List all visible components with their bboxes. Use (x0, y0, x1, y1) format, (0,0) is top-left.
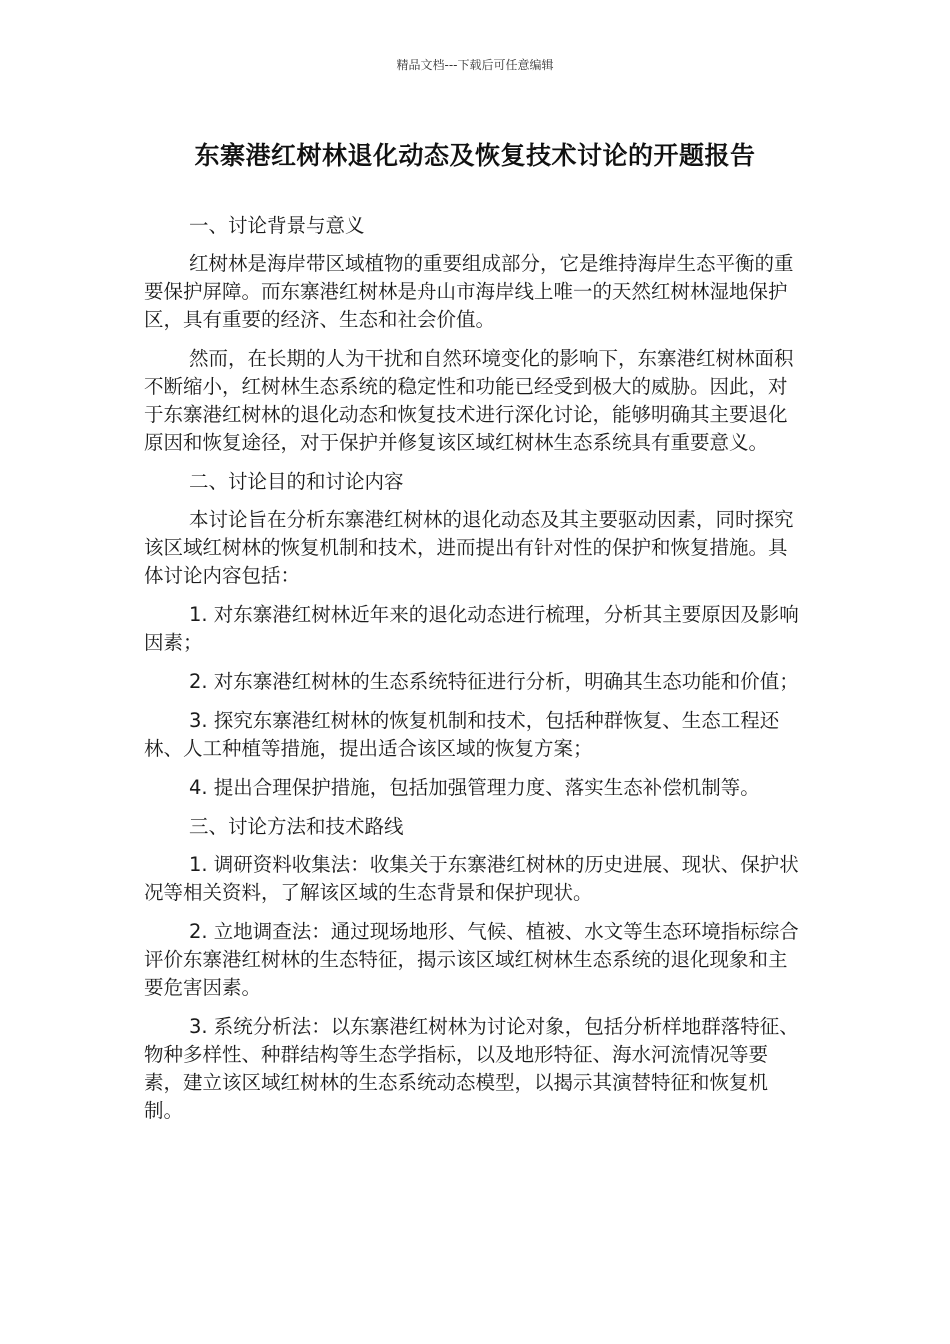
document-body (144, 212, 804, 1136)
paragraph-objectives: 本讨论旨在分析东寨港红树林的退化动态及其主要驱动因素，同时探究该区域红树林的恢复机制和技术，进而提出有针对性的保护和恢复措施。具体讨论内容包括： (144, 508, 794, 587)
list-item-content-2: 2. 对东寨港红树林的生态系统特征进行分析，明确其生态功能和价值； (189, 670, 799, 693)
list-item-content-4: 4. 提出合理保护措施，包括加强管理力度、落实生态补偿机制等。 (189, 776, 760, 799)
list-item-method-3: 3. 系统分析法：以东寨港红树林为讨论对象，包括分析样地群落特征、物种多样性、种群结构等生态学指标，以及地形特征、海水河流情况等要素，建立该区域红树林的生态系统动态模型，以揭示其演替特征和恢复机制。 (144, 1015, 799, 1122)
page-header: 精品文档---下载后可任意编辑 (396, 58, 554, 72)
paragraph-background-1: 红树林是海岸带区域植物的重要组成部分，它是维持海岸生态平衡的重要保护屏障。而东寨港红树林是舟山市海岸线上唯一的天然红树林湿地保护区，具有重要的经济、生态和社会价值。 (144, 252, 794, 331)
list-item-method-2: 2. 立地调查法：通过现场地形、气候、植被、水文等生态环境指标综合评价东寨港红树林的生态特征，揭示该区域红树林生态系统的退化现象和主要危害因素。 (144, 920, 799, 999)
section-heading-background: 一、讨论背景与意义 (189, 214, 365, 237)
section-heading-methods: 三、讨论方法和技术路线 (189, 815, 404, 838)
paragraph-background-2: 然而，在长期的人为干扰和自然环境变化的影响下，东寨港红树林面积不断缩小，红树林生态系统的稳定性和功能已经受到极大的威胁。因此，对于东寨港红树林的退化动态和恢复技术进行深化讨论，能够明确其主要退化原因和恢复途径，对于保护并修复该区域红树林生态系统具有重要意义。 (144, 347, 794, 454)
list-item-content-1: 1. 对东寨港红树林近年来的退化动态进行梳理，分析其主要原因及影响因素； (144, 603, 799, 654)
list-item-content-3: 3. 探究东寨港红树林的恢复机制和技术，包括种群恢复、生态工程还林、人工种植等措施，提出适合该区域的恢复方案； (144, 709, 780, 760)
section-heading-objectives: 二、讨论目的和讨论内容 (189, 470, 404, 493)
list-item-method-1: 1. 调研资料收集法：收集关于东寨港红树林的历史进展、现状、保护状况等相关资料，了解该区域的生态背景和保护现状。 (144, 853, 799, 904)
document-title: 东寨港红树林退化动态及恢复技术讨论的开题报告 (194, 141, 756, 170)
